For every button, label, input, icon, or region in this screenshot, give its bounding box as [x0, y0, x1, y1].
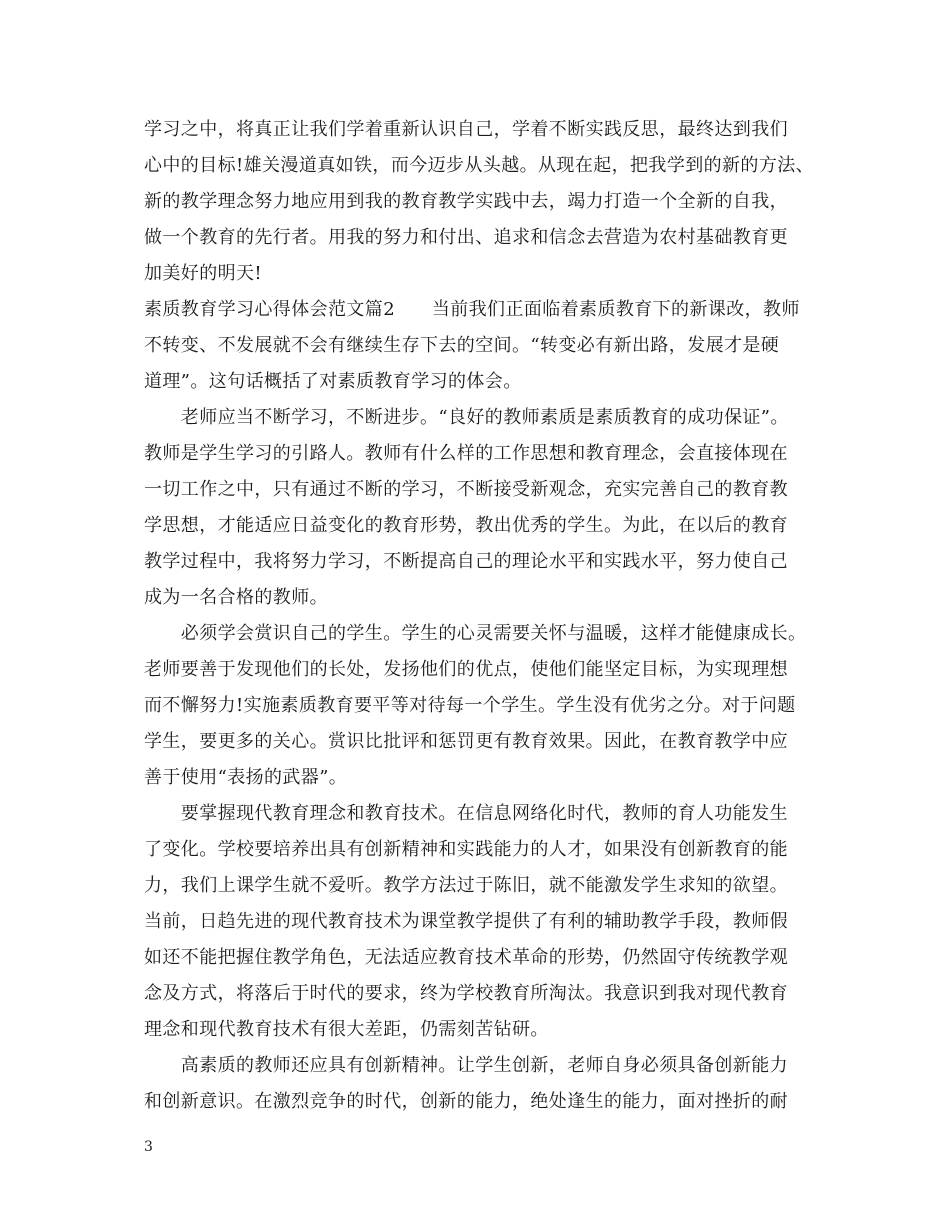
text-line: 加美好的明天! [144, 263, 263, 284]
text-line: 必须学会赏识自己的学生。学生的心灵需要关怀与温暖，这样才能健康成长。 [144, 623, 807, 644]
text-line: 教学过程中，我将努力学习，不断提高自己的理论水平和实践水平，努力使自己 [144, 551, 788, 572]
text-line: 学生，要更多的关心。赏识比批评和惩罚更有教育效果。因此，在教育教学中应 [144, 731, 788, 752]
text-line: 学习之中，将真正让我们学着重新认识自己，学着不断实践反思，最终达到我们 [144, 119, 788, 140]
text-line: 老师要善于发现他们的长处，发扬他们的优点，使他们能坚定目标，为实现理想 [144, 659, 788, 680]
text-line: 而不懈努力!实施素质教育要平等对待每一个学生。学生没有优劣之分。对于问题 [144, 695, 796, 716]
text-line: 如还不能把握住教学角色，无法适应教育技术革命的形势，仍然固守传统教学观 [144, 947, 788, 968]
text-line: 一切工作之中，只有通过不断的学习，不断接受新观念，充实完善自己的教育教 [144, 479, 788, 500]
text-line: 理念和现代教育技术有很大差距，仍需刻苦钻研。 [144, 1019, 549, 1040]
text-line: 心中的目标!雄关漫道真如铁，而今迈步从头越。从现在起，把我学到的新的方法、 [144, 155, 815, 176]
text-line: 成为一名合格的教师。 [144, 587, 328, 608]
text-line: 学思想，才能适应日益变化的教育形势，教出优秀的学生。为此，在以后的教育 [144, 515, 788, 536]
text-line: 老师应当不断学习，不断进步。“良好的教师素质是素质教育的成功保证”。 [144, 407, 789, 428]
page-number: 3 [144, 1139, 153, 1155]
text-line: 力，我们上课学生就不爱听。教学方法过于陈旧，就不能激发学生求知的欲望。 [144, 875, 788, 896]
text-line: 道理”。这句话概括了对素质教育学习的体会。 [144, 371, 522, 392]
text-line: 善于使用“表扬的武器”。 [144, 767, 348, 788]
text-line: 新的教学理念努力地应用到我的教育教学实践中去，竭力打造一个全新的自我， [144, 191, 788, 212]
text-line: 要掌握现代教育理念和教育技术。在信息网络化时代，教师的育人功能发生 [144, 803, 788, 824]
text-line: 念及方式，将落后于时代的要求，终为学校教育所淘汰。我意识到我对现代教育 [144, 983, 788, 1004]
text-line: 了变化。学校要培养出具有创新精神和实践能力的人才，如果没有创新教育的能 [144, 839, 788, 860]
text-line: 和创新意识。在激烈竞争的时代，创新的能力，绝处逢生的能力，面对挫折的耐 [144, 1091, 788, 1112]
text-line: 高素质的教师还应具有创新精神。让学生创新，老师自身必须具备创新能力 [144, 1055, 788, 1076]
text-line: 不转变、不发展就不会有继续生存下去的空间。“转变必有新出路，发展才是硬 [144, 335, 780, 356]
section-heading-line: 素质教育学习心得体会范文篇2 当前我们正面临着素质教育下的新课改，教师 [144, 299, 800, 320]
text-line: 当前，日趋先进的现代教育技术为课堂教学提供了有利的辅助教学手段，教师假 [144, 911, 788, 932]
text-line: 做一个教育的先行者。用我的努力和付出、追求和信念去营造为农村基础教育更 [144, 227, 788, 248]
text-line: 教师是学生学习的引路人。教师有什么样的工作思想和教育理念，会直接体现在 [144, 443, 788, 464]
